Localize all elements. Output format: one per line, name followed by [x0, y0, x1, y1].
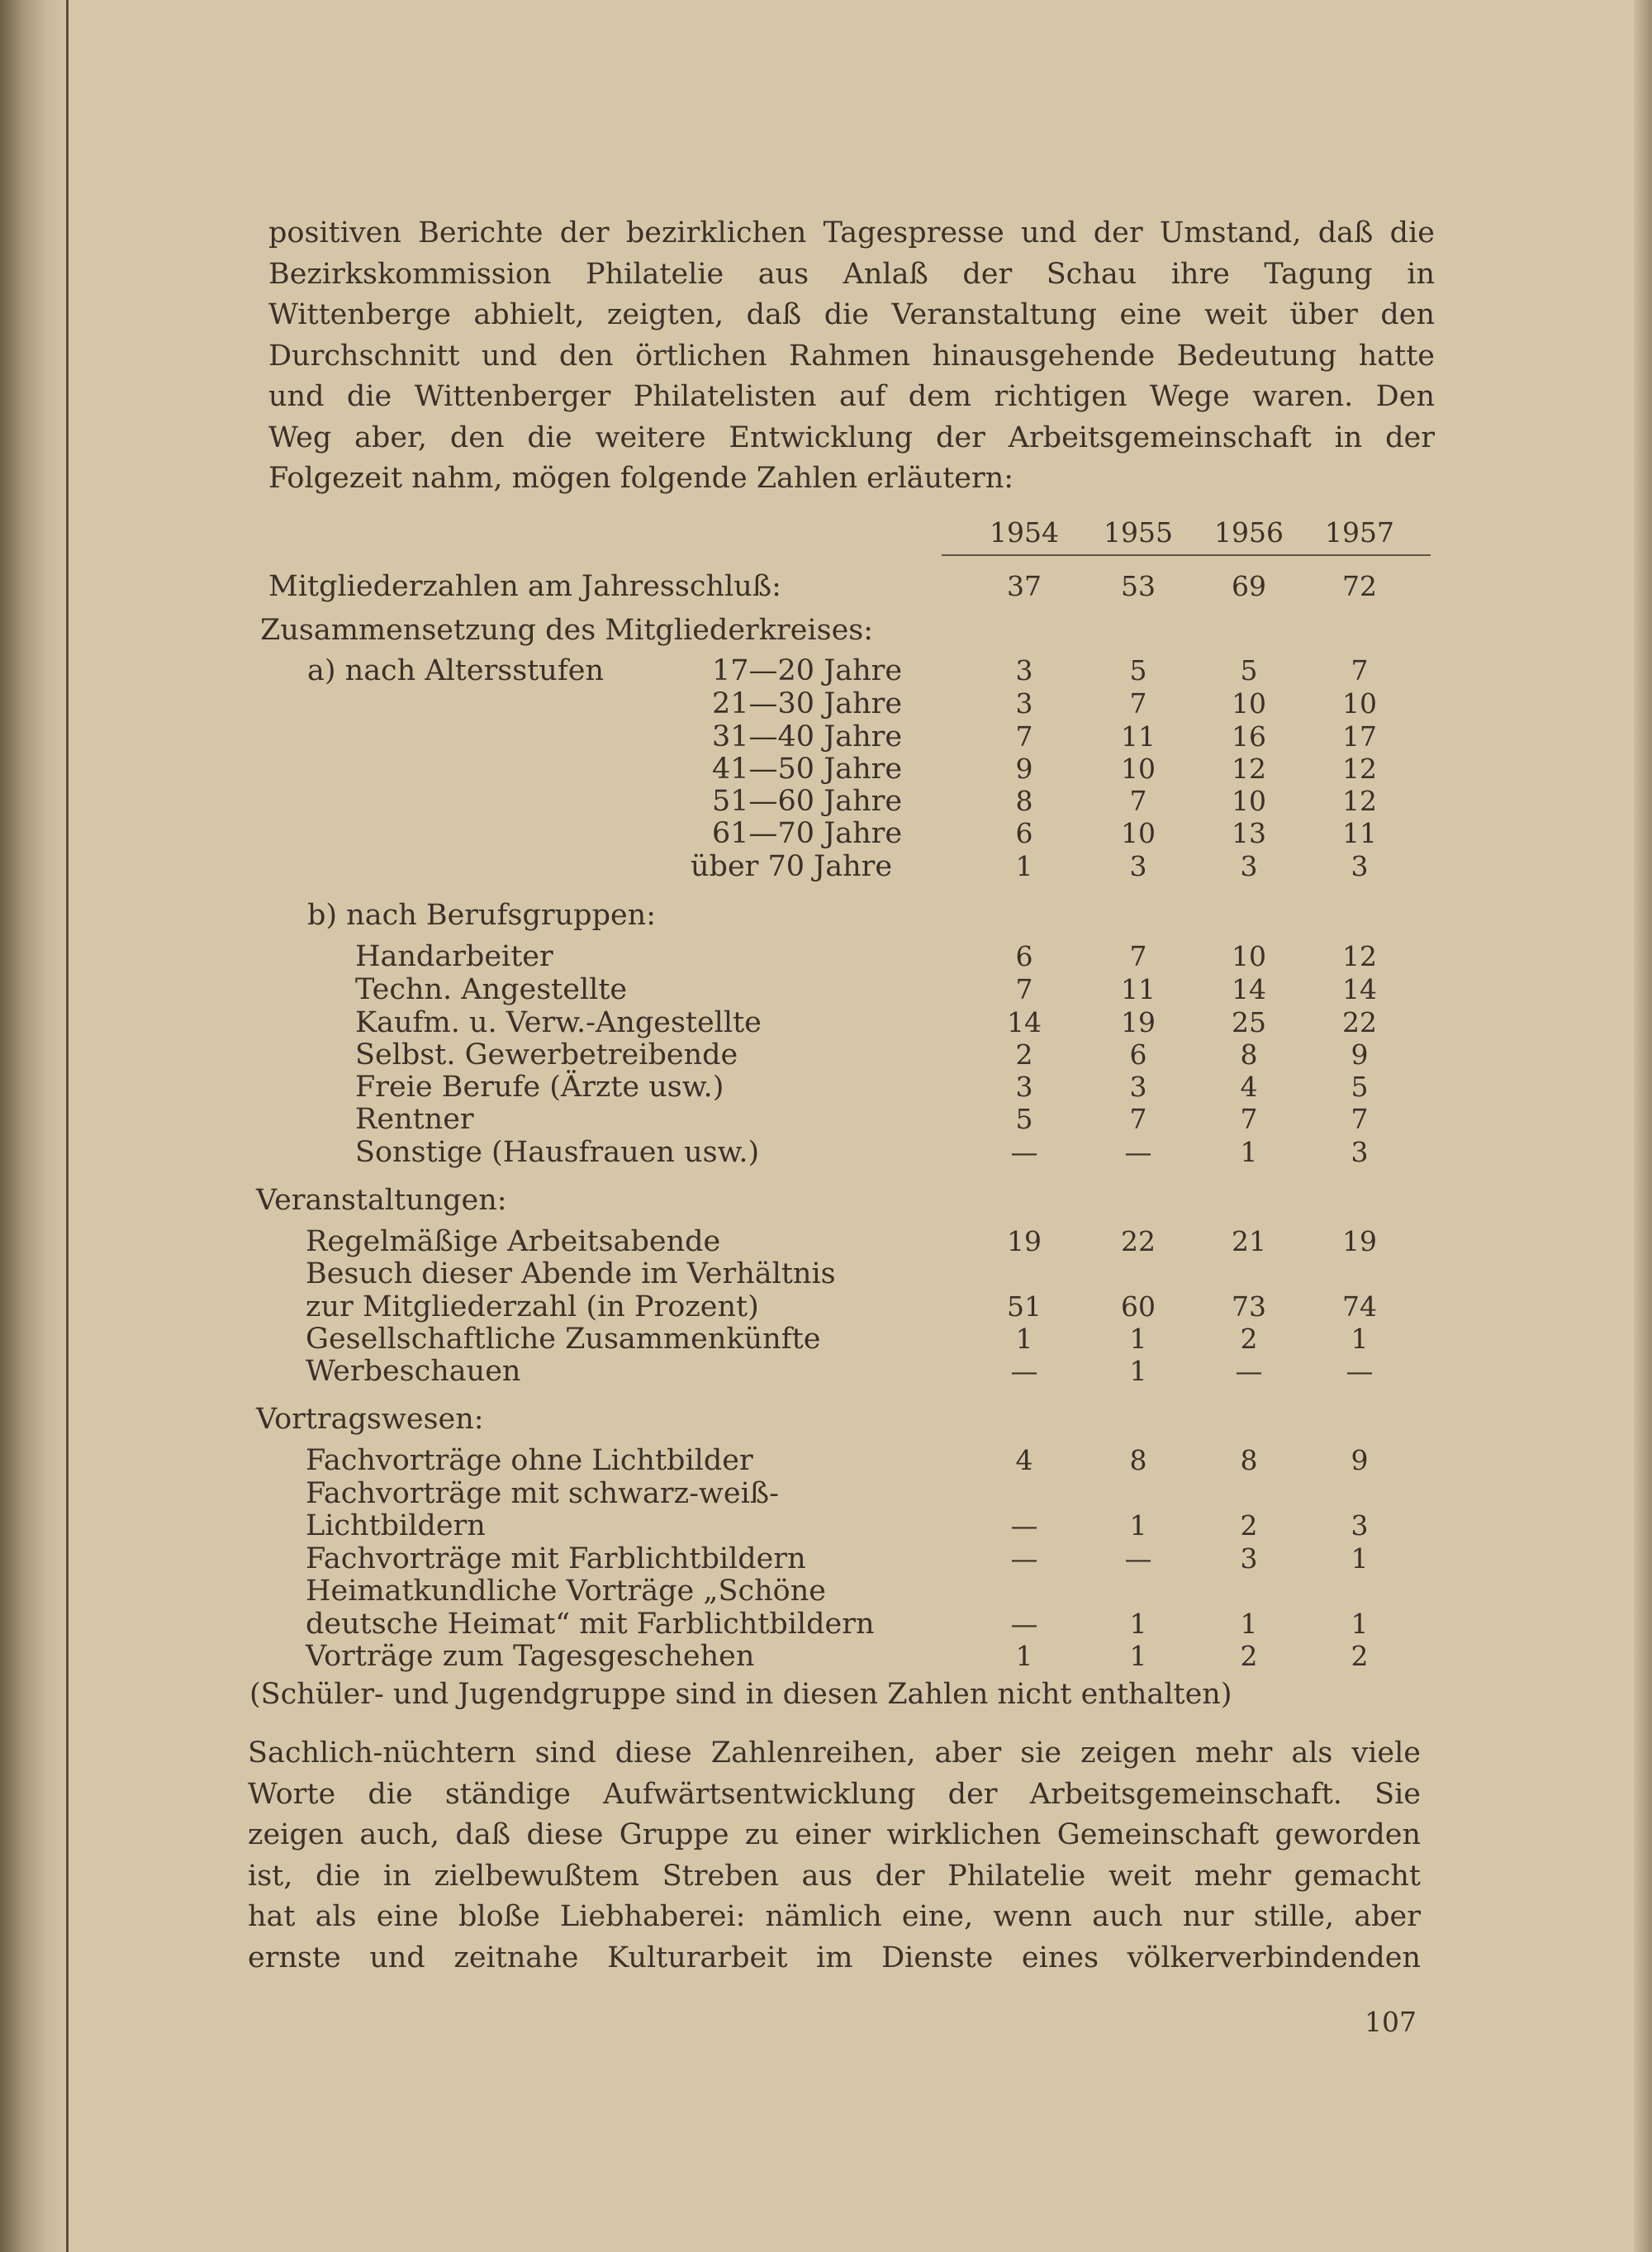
cell-value: 69 [1232, 570, 1266, 602]
cell-value: 9 [1015, 753, 1033, 785]
table-row [0, 1103, 1652, 1136]
table-note-row [0, 1678, 1652, 1711]
row-label: Zusammensetzung des Mitgliederkreises: [260, 614, 874, 647]
cell-value: 9 [1351, 1444, 1369, 1476]
table-row [0, 817, 1652, 850]
cell-value: 3 [1015, 687, 1033, 720]
cell-value: 7 [1129, 687, 1147, 720]
cell-value: 10 [1121, 817, 1156, 849]
cell-value: 10 [1232, 687, 1266, 720]
cell-value: 7 [1351, 654, 1369, 687]
table-row [0, 720, 1652, 753]
row-label: Kaufm. u. Verw.-Angestellte [355, 1006, 762, 1039]
table-row [0, 1136, 1652, 1169]
cell-value: 10 [1232, 785, 1266, 817]
closing-paragraph [248, 1733, 1421, 1979]
text-line: ist, die in zielbewußtem Streben aus der Philatelie weit mehr gemacht [248, 1859, 1421, 1893]
table-row [0, 850, 1652, 883]
cell-value: — [1124, 1542, 1152, 1575]
table-row [0, 1575, 1652, 1608]
text-line: Wittenberge abhielt, zeigten, daß die Veranstaltung eine weit über den [268, 298, 1435, 331]
cell-value: 7 [1015, 973, 1033, 1005]
cell-value: 4 [1240, 1071, 1258, 1103]
cell-value: 2 [1240, 1509, 1258, 1542]
cell-value: 7 [1015, 720, 1033, 753]
age-range-label: 31—40 Jahre [712, 720, 903, 753]
row-label: Selbst. Gewerbetreibende [355, 1038, 738, 1071]
text-line: Durchschnitt und den örtlichen Rahmen hinausgehende Bedeutung hatte [268, 339, 1435, 373]
cell-value: 1 [1015, 1640, 1033, 1672]
table-row [0, 1403, 1652, 1436]
cell-value: 74 [1342, 1290, 1377, 1323]
cell-value: 72 [1342, 570, 1377, 602]
table-row [0, 973, 1652, 1006]
row-label: a) nach Altersstufen [307, 654, 605, 687]
cell-value: — [1124, 1136, 1152, 1168]
row-label: Fachvorträge mit schwarz-weiß- [306, 1477, 779, 1510]
cell-value: 1 [1015, 1323, 1033, 1355]
row-label: Vorträge zum Tagesgeschehen [306, 1640, 755, 1673]
row-label: zur Mitgliederzahl (in Prozent) [306, 1290, 759, 1323]
cell-value: 1 [1351, 1323, 1369, 1355]
row-label: Handarbeiter [355, 940, 553, 973]
cell-value: — [1010, 1509, 1038, 1542]
cell-value: 11 [1121, 973, 1156, 1005]
cell-value: 19 [1121, 1006, 1156, 1038]
cell-value: 1 [1015, 850, 1033, 882]
row-label: Regelmäßige Arbeitsabende [306, 1225, 721, 1258]
cell-value: 1 [1240, 1608, 1258, 1640]
table-row [0, 1477, 1652, 1510]
cell-value: — [1010, 1136, 1038, 1168]
table-row [0, 1542, 1652, 1575]
cell-value: 21 [1232, 1225, 1266, 1257]
text-line: positiven Berichte der bezirklichen Tagespresse und der Umstand, daß die [268, 216, 1435, 249]
page-number: 107 [1365, 2006, 1417, 2038]
cell-value: 16 [1232, 720, 1266, 753]
cell-value: 1 [1129, 1323, 1147, 1355]
table-row [0, 1355, 1652, 1388]
cell-value: 8 [1240, 1444, 1258, 1476]
cell-value: 1 [1351, 1542, 1369, 1575]
row-label: Rentner [355, 1103, 474, 1136]
cell-value: 8 [1129, 1444, 1147, 1476]
cell-value: 4 [1015, 1444, 1033, 1476]
cell-value: 51 [1007, 1290, 1042, 1323]
cell-value: 5 [1351, 1071, 1369, 1103]
cell-value: 22 [1121, 1225, 1156, 1257]
year-header: 1955 [1104, 516, 1173, 549]
intro-paragraph [268, 213, 1435, 500]
cell-value: 1 [1129, 1640, 1147, 1672]
cell-value: 12 [1232, 753, 1266, 785]
table-row [0, 753, 1652, 786]
row-label: Vortragswesen: [256, 1403, 484, 1436]
cell-value: — [1010, 1542, 1038, 1575]
table-row [0, 614, 1652, 647]
table-row [0, 1184, 1652, 1217]
cell-value: 3 [1015, 654, 1033, 687]
table-row [0, 1006, 1652, 1039]
table-row [0, 1444, 1652, 1477]
age-range-label: 21—30 Jahre [712, 687, 903, 720]
cell-value: 8 [1240, 1038, 1258, 1071]
cell-value: 2 [1240, 1640, 1258, 1672]
cell-value: 7 [1240, 1103, 1258, 1135]
row-label: Fachvorträge mit Farblichtbildern [306, 1542, 806, 1575]
row-label: Veranstaltungen: [256, 1184, 507, 1217]
table-row [0, 570, 1652, 603]
cell-value: 3 [1015, 1071, 1033, 1103]
cell-value: 12 [1342, 785, 1377, 817]
cell-value: 5 [1240, 654, 1258, 687]
table-row [0, 654, 1652, 687]
cell-value: 11 [1342, 817, 1377, 849]
cell-value: 22 [1342, 1006, 1377, 1038]
row-label: Sonstige (Hausfrauen usw.) [355, 1136, 760, 1169]
cell-value: 14 [1007, 1006, 1042, 1038]
table-note: (Schüler- und Jugendgruppe sind in diesen Zahlen nicht enthalten) [249, 1678, 1232, 1711]
table-row [0, 1225, 1652, 1258]
cell-value: 10 [1232, 940, 1266, 972]
cell-value: 12 [1342, 940, 1377, 972]
cell-value: 12 [1342, 753, 1377, 785]
row-label: Fachvorträge ohne Lichtbilder [306, 1444, 753, 1477]
cell-value: 3 [1351, 850, 1369, 882]
table-row [0, 785, 1652, 818]
cell-value: 19 [1342, 1225, 1377, 1257]
cell-value: 13 [1232, 817, 1266, 849]
age-range-label: 17—20 Jahre [712, 654, 903, 687]
cell-value: 3 [1351, 1136, 1369, 1168]
age-range-label: 61—70 Jahre [712, 817, 903, 850]
cell-value: 1 [1129, 1509, 1147, 1542]
cell-value: 7 [1129, 940, 1147, 972]
cell-value: — [1346, 1355, 1374, 1387]
row-label: Besuch dieser Abende im Verhältnis [306, 1257, 836, 1290]
cell-value: 6 [1129, 1038, 1147, 1071]
text-line: hat als eine bloße Liebhaberei: nämlich eine, wenn auch nur stille, aber [248, 1900, 1421, 1933]
cell-value: 10 [1342, 687, 1377, 720]
table-row [0, 1257, 1652, 1290]
row-label: Gesellschaftliche Zusammenkünfte [306, 1323, 821, 1356]
row-label: Lichtbildern [306, 1509, 486, 1542]
table-row [0, 687, 1652, 720]
cell-value: 5 [1015, 1103, 1033, 1135]
table-row [0, 1509, 1652, 1542]
cell-value: 3 [1351, 1509, 1369, 1542]
cell-value: 3 [1129, 1071, 1147, 1103]
table-row [0, 1290, 1652, 1323]
row-label: b) nach Berufsgruppen: [307, 899, 657, 932]
table-row [0, 940, 1652, 973]
cell-value: 1 [1240, 1136, 1258, 1168]
text-line: Folgezeit nahm, mögen folgende Zahlen erläutern: [268, 462, 1014, 495]
cell-value: 1 [1351, 1608, 1369, 1640]
text-line: Worte die ständige Aufwärtsentwicklung der Arbeitsgemeinschaft. Sie [248, 1777, 1421, 1811]
table-row [0, 899, 1652, 932]
cell-value: 3 [1240, 850, 1258, 882]
age-range-label: über 70 Jahre [691, 850, 893, 883]
row-label: Mitgliederzahlen am Jahresschluß: [268, 570, 781, 603]
cell-value: 1 [1129, 1608, 1147, 1640]
table-row [0, 1608, 1652, 1641]
cell-value: 19 [1007, 1225, 1042, 1257]
year-header: 1956 [1214, 516, 1284, 549]
cell-value: 9 [1351, 1038, 1369, 1071]
year-header: 1954 [990, 516, 1059, 549]
text-line: Weg aber, den die weitere Entwicklung der Arbeitsgemeinschaft in der [268, 420, 1435, 454]
row-label: Werbeschauen [306, 1355, 521, 1388]
table-row [0, 1038, 1652, 1071]
cell-value: 14 [1232, 973, 1266, 1005]
cell-value: 60 [1121, 1290, 1156, 1323]
cell-value: 73 [1232, 1290, 1266, 1323]
cell-value: 10 [1121, 753, 1156, 785]
text-line: zeigen auch, daß diese Gruppe zu einer wirklichen Gemeinschaft geworden [248, 1818, 1421, 1851]
row-label: Techn. Angestellte [355, 973, 628, 1006]
table-row [0, 1323, 1652, 1356]
cell-value: 1 [1129, 1355, 1147, 1387]
cell-value: 7 [1129, 785, 1147, 817]
cell-value: 2 [1015, 1038, 1033, 1071]
cell-value: — [1010, 1608, 1038, 1640]
text-line: ernste und zeitnahe Kulturarbeit im Dienste eines völkerverbindenden [248, 1941, 1421, 1974]
table-header [0, 516, 1652, 549]
row-label: deutsche Heimat“ mit Farblichtbildern [306, 1608, 875, 1641]
cell-value: 37 [1007, 570, 1042, 602]
cell-value: 25 [1232, 1006, 1266, 1038]
cell-value: 11 [1121, 720, 1156, 753]
age-range-label: 51—60 Jahre [712, 785, 903, 818]
row-label: Heimatkundliche Vorträge „Schöne [306, 1575, 826, 1608]
cell-value: 3 [1129, 850, 1147, 882]
table-row [0, 1640, 1652, 1673]
cell-value: 2 [1240, 1323, 1258, 1355]
cell-value: 3 [1240, 1542, 1258, 1575]
age-range-label: 41—50 Jahre [712, 753, 903, 786]
cell-value: 17 [1342, 720, 1377, 753]
cell-value: 6 [1015, 817, 1033, 849]
row-label: Freie Berufe (Ärzte usw.) [355, 1071, 724, 1104]
header-rule [942, 554, 1431, 556]
text-line: Sachlich-nüchtern sind diese Zahlenreihen, aber sie zeigen mehr als viele [248, 1737, 1421, 1770]
cell-value: 6 [1015, 940, 1033, 972]
cell-value: — [1235, 1355, 1263, 1387]
year-header: 1957 [1325, 516, 1394, 549]
cell-value: 53 [1121, 570, 1156, 602]
cell-value: 7 [1129, 1103, 1147, 1135]
text-line: Bezirkskommission Philatelie aus Anlaß der Schau ihre Tagung in [268, 257, 1435, 291]
cell-value: 5 [1129, 654, 1147, 687]
cell-value: 14 [1342, 973, 1377, 1005]
cell-value: — [1010, 1355, 1038, 1387]
cell-value: 7 [1351, 1103, 1369, 1135]
cell-value: 8 [1015, 785, 1033, 817]
table-row [0, 1071, 1652, 1104]
text-line: und die Wittenberger Philatelisten auf dem richtigen Wege waren. Den [268, 380, 1435, 413]
cell-value: 2 [1351, 1640, 1369, 1672]
